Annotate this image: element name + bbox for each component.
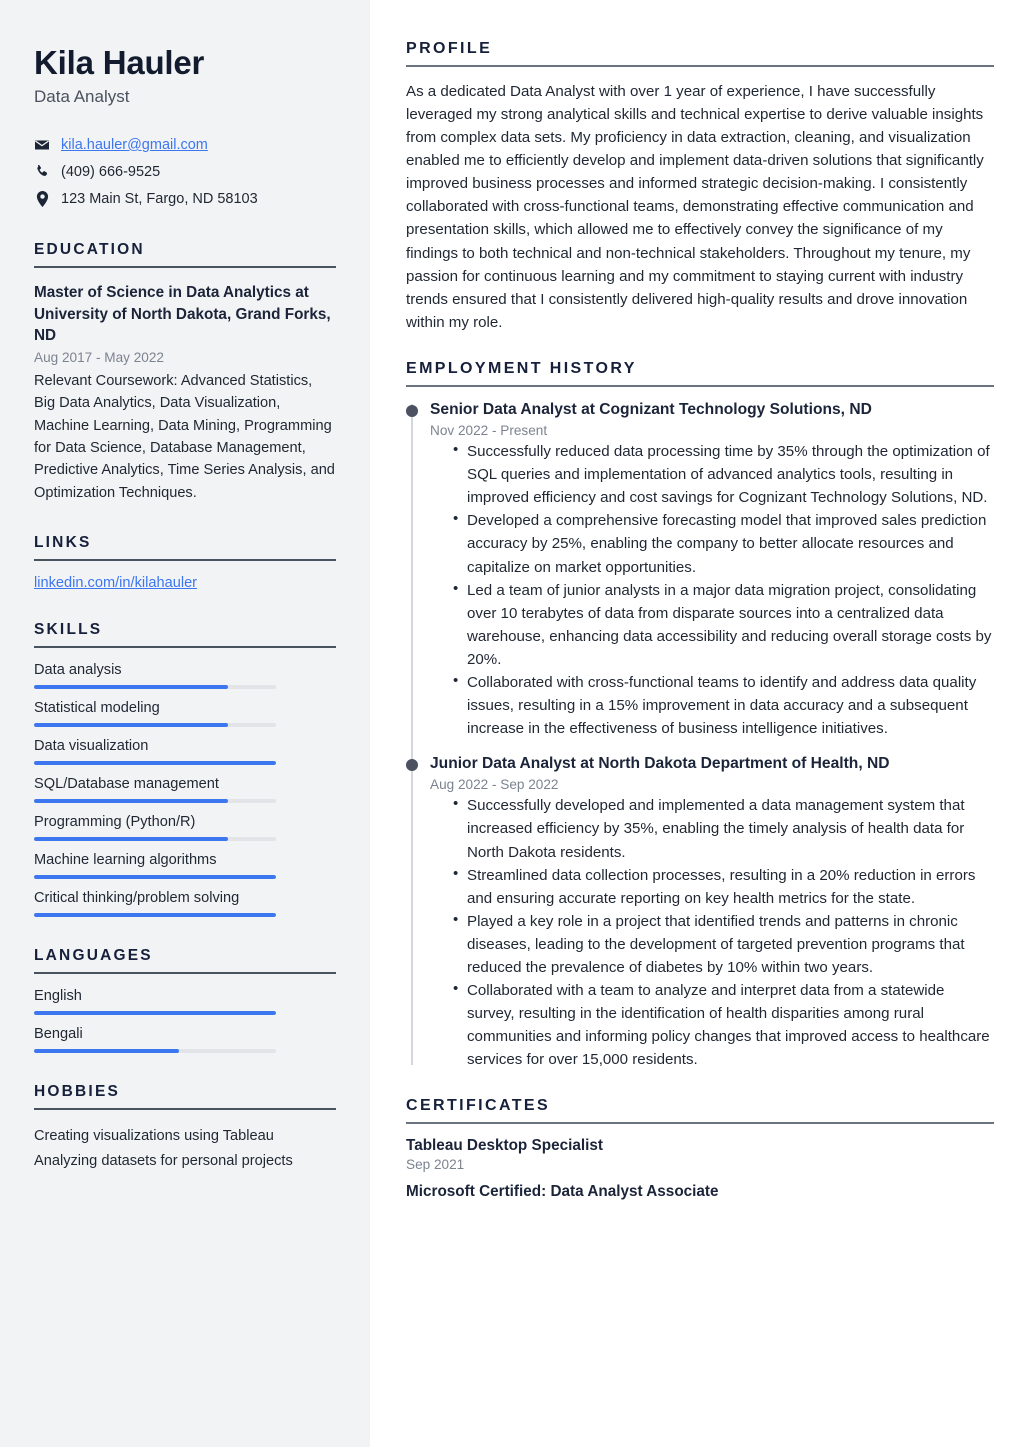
employment-bullet: • Successfully reduced data processing time by 35% through the optimization of SQL queries and implementation of advanced analytics tools, resulting in improved efficiency and cost savings for Cognizant Technology Solutions, ND.: [453, 440, 994, 509]
section-education: [34, 241, 336, 504]
section-employment-title: EMPLOYMENT HISTORY: [406, 359, 637, 377]
section-profile-title: PROFILE: [406, 40, 493, 57]
skill-item: [34, 700, 336, 727]
skill-item: [34, 662, 336, 689]
skill-item: [34, 776, 336, 803]
divider: [34, 559, 336, 561]
section-profile: [406, 40, 994, 334]
language-item: [34, 1026, 336, 1053]
main-column: [370, 0, 1024, 1447]
employment-bullet: • Collaborated with a team to analyze and interpret data from a statewide survey, resulting in the identification of health disparities among rural communities and informing policy changes that improved access to healthcare services for over 15,000 residents.: [453, 979, 994, 1071]
skill-bar-fill: [34, 723, 228, 727]
employment-bullets: [430, 794, 994, 1071]
language-bar-fill: [34, 1011, 276, 1015]
employment-entry: [430, 754, 994, 1071]
employment-date: Aug 2022 - Sep 2022: [430, 777, 559, 793]
contact-list: [34, 133, 336, 211]
education-description: Relevant Coursework: Advanced Statistics, Big Data Analytics, Data Visualization, Machine Learning, Data Mining, Programming for Data Science, Database Management, Predictive Analytics, Time Series Analysis, and Optimization Techniques.: [34, 373, 335, 501]
skill-bar-track: [34, 837, 276, 841]
profile-text: As a dedicated Data Analyst with over 1 year of experience, I have successfully leveraged my strong analytical skills and technical expertise to derive valuable insights from complex data sets. My proficiency in data extraction, cleaning, and visualization enabled me to efficiently develop and implement data-driven solutions that significantly improved business processes and informed strategic decision-making. I consistently collaborated with cross-functional teams, demonstrating effective communication and presentation skills, which allowed me to effectively convey the significance of my findings to both technical and non-technical stakeholders. Throughout my tenure, my passion for continuous learning and my commitment to staying current with industry trends ensured that I consistently delivered high-quality results and drove innovation within my role.: [406, 83, 984, 331]
education-entry: [34, 282, 336, 504]
section-employment: [406, 360, 994, 1071]
section-languages: [34, 947, 336, 1053]
contact-email-value[interactable]: kila.hauler@gmail.com: [61, 136, 208, 153]
employment-bullet: • Collaborated with cross-functional teams to identify and address data quality issues, resulting in a 15% improvement in data accuracy and a subsequent increase in the effectiveness of business intelligence initiatives.: [453, 671, 994, 740]
languages-list: [34, 988, 336, 1053]
skill-label: Critical thinking/problem solving: [34, 890, 240, 907]
certificate-entry: [406, 1183, 994, 1201]
timeline-dot-icon: [406, 405, 418, 417]
skill-bar-fill: [34, 875, 276, 879]
section-certificates: [406, 1097, 994, 1201]
section-certificates-title: CERTIFICATES: [406, 1097, 551, 1115]
language-item: [34, 988, 336, 1015]
skill-item: [34, 814, 336, 841]
divider: [34, 1108, 336, 1110]
contact-address-value: 123 Main St, Fargo, ND 58103: [61, 190, 258, 207]
skill-bar-track: [34, 761, 276, 765]
candidate-name: Kila Hauler: [34, 44, 205, 81]
section-skills-title: SKILLS: [34, 621, 103, 639]
skill-label: Data visualization: [34, 738, 149, 755]
divider: [34, 266, 336, 268]
employment-bullet: • Successfully developed and implemented a data management system that increased efficiency by 35%, enabling the timely analysis of health data for North Dakota residents.: [453, 794, 994, 863]
divider: [34, 646, 336, 648]
divider: [406, 385, 994, 387]
employment-bullet: • Led a team of junior analysts in a major data migration project, consolidating over 10 terabytes of data from disparate sources into a centralized data warehouse, enhancing data accessibility and reducing overall storage costs by 20%.: [453, 579, 994, 671]
language-label: English: [34, 988, 82, 1005]
section-hobbies: [34, 1083, 336, 1174]
hobbies-list: [34, 1124, 336, 1174]
employment-bullet: • Streamlined data collection processes, resulting in a 20% reduction in errors and ensuring accurate reporting on key health metrics for the state.: [453, 864, 994, 910]
skill-label: Machine learning algorithms: [34, 852, 217, 869]
hobby-item: Creating visualizations using Tableau: [34, 1128, 274, 1145]
section-languages-title: LANGUAGES: [34, 947, 153, 965]
skill-label: Statistical modeling: [34, 700, 160, 717]
section-hobbies-title: HOBBIES: [34, 1083, 121, 1101]
skill-bar-track: [34, 723, 276, 727]
section-links-title: LINKS: [34, 534, 92, 552]
skill-bar-fill: [34, 761, 276, 765]
skill-bar-track: [34, 913, 276, 917]
employment-date: Nov 2022 - Present: [430, 423, 548, 439]
timeline-dot-icon: [406, 759, 418, 771]
skill-bar-fill: [34, 913, 276, 917]
contact-phone: [34, 160, 336, 184]
sidebar: [0, 0, 370, 1447]
divider: [406, 1122, 994, 1124]
divider: [406, 65, 994, 67]
hobby-item: Analyzing datasets for personal projects: [34, 1153, 293, 1170]
employment-heading: Junior Data Analyst at North Dakota Department of Health, ND: [430, 755, 890, 773]
skill-bar-fill: [34, 799, 228, 803]
section-education-title: EDUCATION: [34, 240, 145, 258]
skill-item: [34, 852, 336, 879]
phone-icon: [34, 164, 50, 179]
certificate-name: Tableau Desktop Specialist: [406, 1137, 603, 1155]
skill-bar-track: [34, 799, 276, 803]
contact-email[interactable]: [34, 133, 336, 157]
language-bar-track: [34, 1049, 276, 1053]
employment-entry: [430, 400, 994, 740]
certificate-name: Microsoft Certified: Data Analyst Associate: [406, 1183, 719, 1201]
skill-label: Data analysis: [34, 662, 122, 679]
education-degree: Master of Science in Data Analytics at University of North Dakota, Grand Forks, ND: [34, 283, 331, 345]
skill-item: [34, 738, 336, 765]
certificate-date: Sep 2021: [406, 1157, 465, 1173]
skill-label: SQL/Database management: [34, 776, 219, 793]
skill-bar-track: [34, 685, 276, 689]
envelope-icon: [34, 137, 50, 153]
section-links: [34, 534, 336, 591]
employment-bullet: • Developed a comprehensive forecasting model that improved sales prediction accuracy by 25%, enabling the company to better allocate resources and capitalize on market opportunities.: [453, 509, 994, 578]
employment-heading: Senior Data Analyst at Cognizant Technology Solutions, ND: [430, 400, 872, 418]
certificate-entry: [406, 1137, 994, 1172]
candidate-job-title: Data Analyst: [34, 86, 130, 106]
contact-phone-value: (409) 666-9525: [61, 163, 161, 180]
language-label: Bengali: [34, 1026, 83, 1043]
employment-bullets: [430, 440, 994, 740]
skills-list: [34, 662, 336, 917]
skill-bar-fill: [34, 685, 228, 689]
skill-label: Programming (Python/R): [34, 814, 196, 831]
section-skills: [34, 621, 336, 917]
skill-bar-fill: [34, 837, 228, 841]
employment-bullet: • Played a key role in a project that identified trends and patterns in chronic diseases, leading to the development of targeted prevention programs that reduced the prevalence of diabetes by 10% within two years.: [453, 910, 994, 979]
skill-item: [34, 890, 336, 917]
contact-address: [34, 187, 336, 211]
language-bar-fill: [34, 1049, 179, 1053]
education-date: Aug 2017 - May 2022: [34, 350, 164, 366]
skill-bar-track: [34, 875, 276, 879]
link-item-linkedin[interactable]: linkedin.com/in/kilahauler: [34, 575, 198, 592]
language-bar-track: [34, 1011, 276, 1015]
certificates-list: [406, 1137, 994, 1201]
map-pin-icon: [34, 191, 50, 207]
divider: [34, 972, 336, 974]
employment-timeline: [406, 400, 994, 1071]
